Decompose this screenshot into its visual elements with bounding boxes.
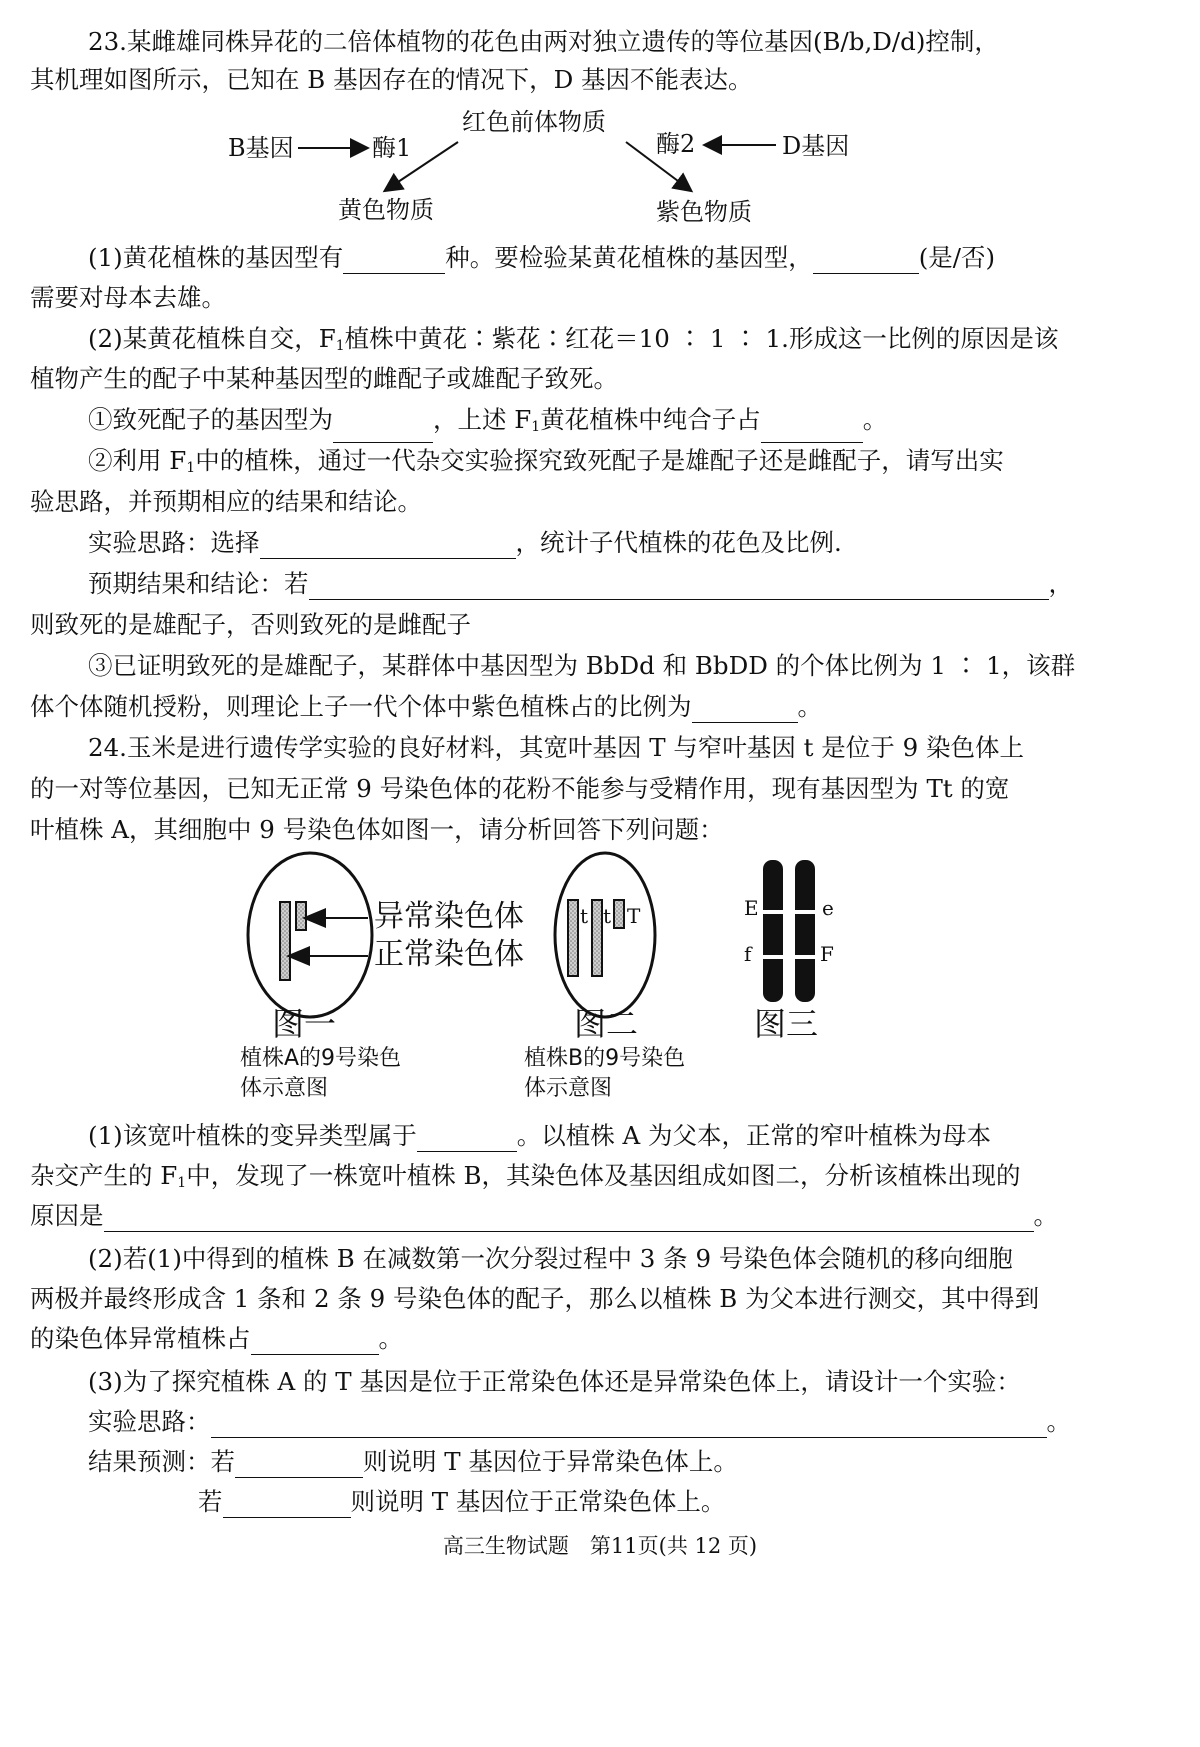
fig2-subcaption-2: 体示意图 [524, 1076, 613, 1101]
fig2-gene-2: t [603, 904, 612, 928]
enzyme1-label: 酶1 [372, 134, 412, 162]
blank-q24-2[interactable] [251, 1328, 379, 1355]
q24-p1-line1: (1)该宽叶植株的变异类型属于 。以植株 A 为父本，正常的窄叶植株为母本 [88, 1121, 991, 1150]
precursor-label: 红色前体物质 [462, 108, 606, 136]
blank-q23-s1a[interactable] [333, 416, 433, 443]
fig2-chromosome-1 [568, 900, 578, 976]
q23-p2-line2: 植物产生的配子中某种基因型的雌配子或雄配子致死。 [30, 364, 618, 393]
fig3-gene-f: f [744, 942, 752, 966]
yellow-substance-label: 黄色物质 [338, 196, 434, 224]
q23-s3-line1: ③已证明致死的是雄配子，某群体中基因型为 BbDd 和 BbDD 的个体比例为 1 ∶ 1，该群 [88, 651, 1076, 680]
pathway-arrows [0, 0, 1200, 240]
enzyme2-label: 酶2 [656, 130, 696, 158]
fig3-band-right-1 [795, 910, 815, 914]
q23-p2-line1: (2)某黄花植株自交，$F_1$植株中黄花∶紫花∶红花＝10 ∶ 1 ∶ 1.形成这一比例的原因是该 [88, 324, 1059, 354]
blank-q23-1a[interactable] [343, 247, 445, 274]
q23-p1-line2: 需要对母本去雄。 [30, 283, 226, 312]
q24-intro-line1: 24.玉米是进行遗传学实验的良好材料，其宽叶基因 T 与窄叶基因 t 是位于 9 染色体上 [88, 733, 1024, 762]
fig3-band-left-2 [763, 955, 783, 959]
q23-expect-line: 预期结果和结论：若 ， [88, 569, 1073, 598]
q23-intro-line1: 23.某雌雄同株异花的二倍体植物的花色由两对独立遗传的等位基因(B/b,D/d)控制， [88, 27, 999, 56]
blank-q23-expect[interactable] [309, 573, 1049, 600]
page-footer: 高三生物试题 第11页(共 12 页) [442, 1534, 758, 1558]
q24-intro-line2: 的一对等位基因，已知无正常 9 号染色体的花粉不能参与受精作用，现有基因型为 Tt 的宽 [30, 774, 1010, 803]
arrow-precursor-to-yellow [386, 142, 458, 190]
q23-idea-line: 实验思路：选择 ，统计子代植株的花色及比例. [88, 528, 842, 557]
fig2-caption: 图二 [574, 1005, 639, 1043]
fig1-subcaption-2: 体示意图 [240, 1076, 329, 1101]
blank-q24-res1[interactable] [235, 1451, 363, 1478]
fig2-chromosome-2 [592, 900, 602, 976]
fig3-gene-e: e [822, 896, 834, 920]
fig2-subcaption-1: 植株B的9号染色 [524, 1046, 686, 1071]
q24-p2-line2: 两极并最终形成含 1 条和 2 条 9 号染色体的配子，那么以植株 B 为父本进行测交，其中得到 [30, 1284, 1040, 1313]
fig2-gene-3: T [627, 904, 641, 928]
fig3-band-right-2 [795, 955, 815, 959]
fig3-gene-F: F [820, 942, 834, 966]
q23-s3-line2: 体个体随机授粉，则理论上子一代个体中紫色植株占的比例为 。 [30, 692, 822, 721]
q24-intro-line3: 叶植株 A，其细胞中 9 号染色体如图一，请分析回答下列问题： [30, 815, 724, 844]
q23-intro-line2: 其机理如图所示，已知在 B 基因存在的情况下，D 基因不能表达。 [30, 65, 753, 94]
normal-chromosome-label: 正常染色体 [374, 937, 524, 972]
q23-s2-line1: ②利用 $F_1$中的植株，通过一代杂交实验探究致死配子是雄配子还是雌配子，请写出实 [88, 446, 1004, 476]
q23-expect-line2: 则致死的是雄配子，否则致死的是雌配子 [30, 610, 471, 639]
q24-p1-line2: 杂交产生的 $F_1$中，发现了一株宽叶植株 B，其染色体及基因组成如图二，分析该植株出现的 [30, 1161, 1021, 1191]
fig3-chromosome-right [795, 860, 815, 1002]
blank-q23-s1b[interactable] [761, 416, 863, 443]
fig3-band-left-1 [763, 910, 783, 914]
gene-d-label: D基因 [782, 132, 850, 160]
blank-q23-idea[interactable] [260, 532, 516, 559]
q24-p2-line3: 的染色体异常植株占 。 [30, 1324, 403, 1353]
fig1-abnormal-chromosome [296, 902, 306, 930]
fig2-gene-1: t [580, 904, 589, 928]
fig1-normal-chromosome [280, 902, 290, 980]
blank-q24-idea[interactable] [211, 1411, 1047, 1438]
q24-p1-line3: 原因是 。 [30, 1201, 1058, 1230]
blank-q24-1b[interactable] [104, 1205, 1034, 1232]
blank-q24-res2[interactable] [223, 1491, 351, 1518]
q24-result-line1: 结果预测：若 则说明 T 基因位于异常染色体上。 [88, 1447, 738, 1476]
fig3-chromosome-left [763, 860, 783, 1002]
blank-q24-1a[interactable] [417, 1125, 517, 1152]
q24-result-line2: 若 则说明 T 基因位于正常染色体上。 [198, 1487, 726, 1516]
arrow-precursor-to-purple [626, 142, 690, 190]
blank-q23-s3[interactable] [692, 696, 798, 723]
q24-p3-line1: (3)为了探究植株 A 的 T 基因是位于正常染色体还是异常染色体上，请设计一个实验： [88, 1367, 1021, 1396]
q23-p1-line1: (1)黄花植株的基因型有 种。要检验某黄花植株的基因型， (是/否) [88, 243, 996, 272]
q23-s2-line2: 验思路，并预期相应的结果和结论。 [30, 487, 422, 516]
fig1-caption: 图一 [272, 1005, 337, 1043]
q23-s1-line: ①致死配子的基因型为 ，上述 $F_1$黄花植株中纯合子占 。 [88, 404, 887, 443]
purple-substance-label: 紫色物质 [656, 198, 752, 226]
fig1-cell [248, 853, 372, 1017]
q24-p2-line1: (2)若(1)中得到的植株 B 在减数第一次分裂过程中 3 条 9 号染色体会随机的移向细胞 [88, 1244, 1013, 1273]
gene-b-label: B基因 [228, 134, 294, 162]
fig1-subcaption-1: 植株A的9号染色 [240, 1046, 402, 1071]
fig3-caption: 图三 [754, 1005, 819, 1043]
blank-q23-1b[interactable] [813, 247, 919, 274]
fig3-gene-E: E [744, 896, 759, 920]
fig2-chromosome-3 [614, 900, 624, 928]
q24-idea-line: 实验思路： 。 [88, 1407, 1071, 1436]
abnormal-chromosome-label: 异常染色体 [374, 899, 524, 934]
